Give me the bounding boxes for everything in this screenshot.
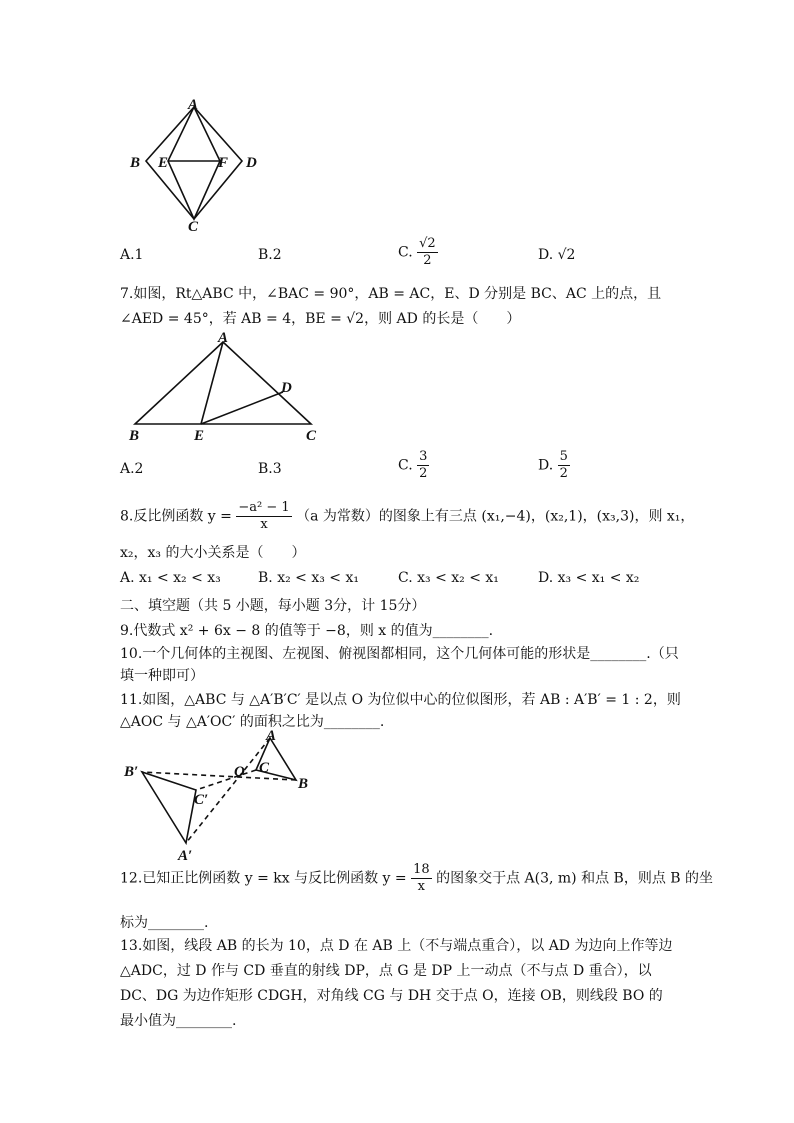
q7-option-d-label: D. [538, 457, 554, 474]
q7-option-a: A.2 [120, 461, 144, 477]
q7-option-d-fraction: $\frac{5}{2}$ [559, 449, 568, 481]
q8-option-c: C. x₃ < x₂ < x₁ [398, 570, 499, 586]
q8-line1: 8.反比例函数 y = $\frac{\text{−a² − 1}}{x}$ （a 为常数）的图象上有三点 (x₁,−4)，(x₂,1)，(x₃,3)，则 x₁， [120, 500, 695, 532]
q6-option-d [538, 247, 575, 263]
q6-option-a: A.1 [120, 247, 144, 263]
q7-line1: 7.如图，Rt△ABC 中，∠BAC = 90°，AB = AC，E、D 分别是 BC、AC 上的点，且 [120, 286, 662, 302]
q13-line1: 13.如图，线段 AB 的长为 10，点 D 在 AB 上（不与端点重合），以 AD 为边向上作等边 [120, 938, 673, 954]
q11-label-b: B [298, 776, 309, 792]
q7-option-b: B.3 [258, 461, 282, 477]
q11-line-b-b2 [142, 772, 296, 780]
q7-label-d: D [281, 380, 292, 396]
q11-label-o: O [234, 764, 245, 780]
q11-line2: △AOC 与 △A′OC′ 的面积之比为________. [120, 714, 385, 730]
q8-fraction: $\frac{\text{−a² − 1}}{x}$ [238, 500, 290, 532]
q11-line1: 11.如图，△ABC 与 △A′B′C′ 是以点 O 为位似中心的位似图形，若 AB : A′B′ = 1 : 2，则 [120, 692, 681, 708]
q11-label-a: A [266, 728, 277, 744]
q6-label-f: F [218, 155, 229, 171]
q7-label-b: B [129, 428, 140, 444]
q7-label-a: A [218, 330, 229, 346]
q7-option-c-fraction: $\frac{3}{2}$ [419, 449, 428, 481]
q6-label-b: B [130, 155, 141, 171]
q10-line2: 填一种即可） [120, 668, 204, 684]
q7-line-ae [201, 342, 223, 424]
q6-figure [120, 95, 280, 235]
q11-label-b2: B′ [124, 764, 139, 780]
q8-option-d: D. x₃ < x₁ < x₂ [538, 570, 640, 586]
q12-line2: 标为________. [120, 915, 209, 931]
q7-figure [125, 330, 325, 445]
q6-option-c-label: C. [398, 244, 413, 261]
q11-figure [120, 728, 330, 866]
q13-line3: DC、DG 为边作矩形 CDGH，对角线 CG 与 DH 交于点 O，连接 OB，则线段 BO 的 [120, 988, 663, 1004]
q11-line-a-a2 [186, 738, 270, 843]
q7-label-c: C [306, 428, 317, 444]
q6-label-c: C [188, 219, 199, 235]
q6-option-b: B.2 [258, 247, 282, 263]
q7-line-ed [201, 392, 283, 424]
q6-option-d-label: D. [538, 247, 554, 263]
q11-label-a2: A′ [178, 848, 193, 864]
q6-label-d: D [246, 155, 257, 171]
q6-label-a: A [188, 97, 199, 113]
q8-option-b: B. x₂ < x₃ < x₁ [258, 570, 359, 586]
q6-label-e: E [158, 155, 169, 171]
q11-label-c2: C′ [194, 792, 209, 808]
q11-label-c: C [259, 760, 270, 776]
q6-option-c-fraction: $\frac{√2}{2}$ [419, 236, 436, 268]
q8-option-a: A. x₁ < x₂ < x₃ [120, 570, 221, 586]
q13-line4: 最小值为________. [120, 1013, 237, 1029]
q12-fraction: $\frac{18}{x}$ [413, 862, 430, 894]
q8-line2: x₂，x₃ 的大小关系是（ ） [120, 545, 306, 561]
q7-label-e: E [194, 428, 205, 444]
q6-option-c [398, 236, 438, 269]
q10-line1: 10.一个几何体的主视图、左视图、俯视图都相同，这个几何体可能的形状是________.（只 [120, 646, 679, 662]
section-heading: 二、填空题（共 5 小题，每小题 3分，计 15分） [120, 598, 426, 614]
q9: 9.代数式 x² + 6x − 8 的值等于 −8，则 x 的值为________. [120, 623, 494, 639]
q7-option-d [538, 449, 570, 482]
q7-line2: ∠AED = 45°，若 AB = 4，BE = √2，则 AD 的长是（ ） [120, 311, 521, 327]
q12-line1: 12.已知正比例函数 y = kx 与反比例函数 y = $\frac{18}{x}$ 的图象交于点 A(3, m) 和点 B，则点 B 的坐 [120, 862, 714, 894]
q11-line-c-c2 [196, 770, 256, 790]
q13-line2: △ADC，过 D 作与 CD 垂直的射线 DP，点 G 是 DP 上一动点（不与点 D 重合），以 [120, 963, 652, 979]
q7-option-c [398, 449, 429, 482]
q7-option-c-label: C. [398, 457, 413, 474]
q6-inner-rhombus [168, 107, 220, 219]
q11-triangle-a2b2c2 [142, 772, 196, 843]
q6-option-d-value: √2 [557, 247, 576, 263]
